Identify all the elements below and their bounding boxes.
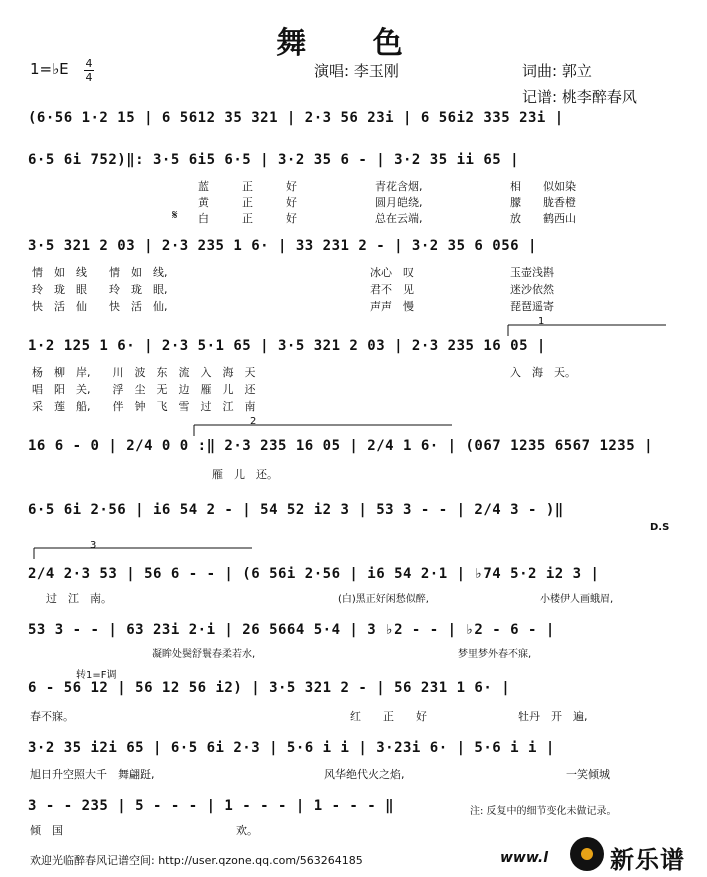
lyric-v9-a: 采 莲 船, 伴 钟 飞 雪 过 江 南 — [32, 400, 256, 413]
footer-site-fragment: www.l — [500, 850, 549, 866]
lyric-v15-a: 倾 国 — [30, 824, 63, 837]
footnote: 注: 反复中的细节变化未做记录。 — [470, 806, 617, 817]
lyric-v11-a: 过 江 南。 — [46, 592, 112, 605]
lyric-v2-c: 朦 胧香橙 — [510, 196, 576, 209]
key-signature: 1=♭E — [30, 60, 69, 78]
lyric-v10-a: 雁 儿 还。 — [212, 468, 278, 481]
notes-row-3: 3·5 321 2 03 | 2·3 235 1 6· | 33 231 2 - | 3·2 35 6 056 | — [28, 238, 537, 254]
lyric-v13-c: 牡丹 开 遍, — [518, 710, 588, 723]
notes-row-7: 2/4 2·3 53 | 56 6 - - | (6 56i 2·56 | i6 54 2·1 | ♭74 5·2 i2 3 | — [28, 566, 600, 582]
lyric-v6-c: 琵琶遥寄 — [510, 300, 554, 313]
song-title: 舞 色 — [276, 26, 431, 61]
ending-3-label: 3 — [90, 540, 97, 551]
lyric-v2-a: 黄 正 好 — [198, 196, 297, 209]
notes-row-9: 6 - 56 12 | 56 12 56 i2) | 3·5 321 2 - | 56 231 1 6· | — [28, 680, 511, 696]
lyric-v13-b: 红 正 好 — [350, 710, 427, 723]
time-signature-top: 4 — [85, 57, 93, 70]
footer-text: 欢迎光临醉春风记谱空间: http://user.qzone.qq.com/563264185 — [30, 854, 363, 867]
composer-credit: 词曲: 郭立 — [522, 62, 592, 80]
lyric-v1-b: 青花含烟, — [375, 180, 423, 193]
lyric-v13-a: 春不寐。 — [30, 710, 74, 723]
lyric-v4-b: 冰心 叹 — [370, 266, 414, 279]
lyric-v1-a: 蓝 正 好 — [198, 180, 297, 193]
lyric-v6-a: 快 活 仙 快 活 仙, — [32, 300, 168, 313]
lyric-v4-a: 情 如 线 情 如 线, — [32, 266, 168, 279]
notes-row-8: 53 3 - - | 63 23i 2·i | 26 5664 5·4 | 3 ♭2 - - | ♭2 - 6 - | — [28, 622, 555, 638]
notes-row-5: 16 6 - 0 | 2/4 0 0 :‖ 2·3 235 16 05 | 2/4 1 6· | (067 1235 6567 1235 | — [28, 438, 654, 454]
notes-row-2: 6·5 6i 752)‖: 3·5 6i5 6·5 | 3·2 35 6 - | 3·2 35 ii 65 | — [28, 152, 520, 168]
ending-2-label: 2 — [250, 416, 257, 427]
modulation-label: 转1=F调 — [76, 670, 117, 681]
ds-marker: D.S — [650, 522, 670, 533]
lyric-v1-c: 相 似如染 — [510, 180, 576, 193]
notes-row-6: 6·5 6i 2·56 | i6 54 2 - | 54 52 i2 3 | 53 3 - - | 2/4 3 - )‖ — [28, 502, 564, 518]
lyric-v12-a: 凝眸处鬓舒鬟春柔若水, — [152, 649, 256, 660]
lyric-v15-b: 欢。 — [236, 824, 258, 837]
lyric-v11-b: (白)黑正好闲愁似醉, — [338, 594, 429, 605]
notes-row-11: 3 - - 235 | 5 - - - | 1 - - - | 1 - - - ‖ — [28, 798, 395, 814]
segno-icon: 𝄋 — [172, 208, 178, 223]
lyric-v2-b: 圆月皑绕, — [375, 196, 423, 209]
lyric-v14-a: 旭日升空照大千 舞翩跹, — [30, 768, 155, 781]
logo-text: 新乐谱 — [610, 846, 685, 874]
transcriber-credit: 记谱: 桃李醉春风 — [522, 88, 637, 106]
lyric-v7-b: 入 海 天。 — [510, 366, 576, 379]
lyric-v5-c: 迷沙依然 — [510, 283, 554, 296]
lyric-v4-c: 玉壶浅斟 — [510, 266, 554, 279]
lyric-v8-a: 唱 阳 关, 浮 尘 无 边 雁 儿 还 — [32, 383, 256, 396]
notes-row-4: 1·2 125 1 6· | 2·3 5·1 65 | 3·5 321 2 03 | 2·3 235 16 05 | — [28, 338, 546, 354]
lyric-v3-c: 放 鹤西山 — [510, 212, 576, 225]
lyric-v5-b: 君不 见 — [370, 283, 414, 296]
lyric-v7-a: 杨 柳 岸, 川 波 东 流 入 海 天 — [32, 366, 256, 379]
time-signature-bottom: 4 — [85, 71, 93, 84]
lyric-v14-b: 风华绝代火之焰, — [324, 768, 405, 781]
lyric-v11-c: 小楼伊人画蛾眉, — [540, 594, 614, 605]
lyric-v5-a: 玲 珑 眼 玲 珑 眼, — [32, 283, 168, 296]
lyric-v12-b: 梦里梦外春不寐, — [458, 649, 532, 660]
notes-row-10: 3·2 35 i2i 65 | 6·5 6i 2·3 | 5·6 i i | 3·23i 6· | 5·6 i i | — [28, 740, 555, 756]
notes-row-1: (6·56 1·2 15 | 6 5612 35 321 | 2·3 56 23i | 6 56i2 335 23i | — [28, 110, 564, 126]
ending-1-label: 1 — [538, 316, 545, 327]
lyric-v3-a: 白 正 好 — [198, 212, 297, 225]
lyric-v14-c: 一笑倾城 — [566, 768, 610, 781]
singer-credit: 演唱: 李玉刚 — [314, 62, 399, 80]
lyric-v6-b: 声声 慢 — [370, 300, 414, 313]
lyric-v3-b: 总在云端, — [375, 212, 423, 225]
